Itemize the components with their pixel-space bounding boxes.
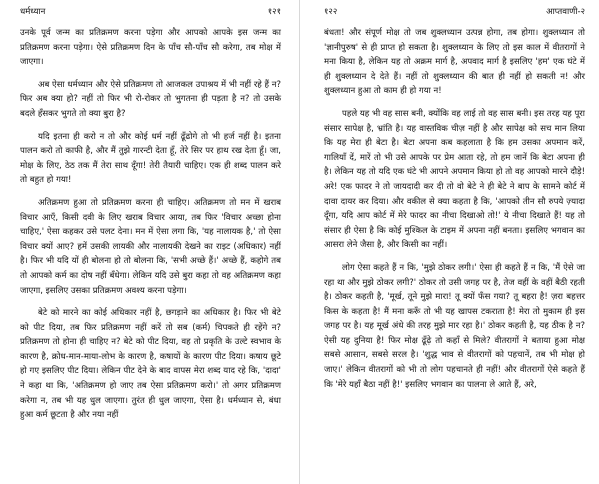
paragraph: बंधता! और संपूर्ण मोक्ष तो जब शुक्लध्यान उत्पन्न होगा, तब होगा। शुक्लध्यान तो 'ज्ञानीपुरुष' से ही प्राप्त हो सकता है। शुक्लध्यान के लिए तो इस काल में वीतरागों ने मना किया है, लेकिन यह तो अक्रम मार्ग है, अपवाद मार्ग है इसलिए 'हम' एक घंटे में ही शुक्लध्यान दे देते हैं। नहीं तो शुक्लध्यान की बात ही नहीं हो सकती न! और शुक्लध्यान हुआ तो काम ही हो गया न! (324, 28, 585, 97)
left-page-number: १२१ (267, 7, 281, 17)
paragraph: उनके पूर्व जन्म का प्रतिक्रमण करना पड़ेगा और आपको आपके इस जन्म का प्रतिक्रमण करना पड़ेगा। ऐसे प्रतिक्रमण दिन के पाँच सौ-पाँच सौ करेगा, तब मोक्ष में जाएगा। (20, 28, 281, 68)
paragraph: बेटे को मारने का कोई अधिकार नहीं है, छगड़ाने का अधिकार है। फिर भी बेटे को पीट दिया, तब फिर प्रतिक्रमण नहीं करें तो सब (कर्म) चिपकते ही रहेंगे न? प्रतिक्रमण तो होना ही चाहिए न? बेटे को पीट दिया, वह तो प्रकृति के उल्टे स्वभाव के कारण है, क्रोध-मान-माया-लोभ के कारण है, कषायों के कारण पीट दिया। कषाय छूटे हो गए इसलिए पीट दिया। लेकिन पीट देने के बाद वापस मेरा शब्द याद रहे कि, 'दादा' ने कहा था कि, 'अतिक्रमण हो जाए तब ऐसा प्रतिक्रमण करो।' तो अगर प्रतिक्रमण करेगा न, तब भी यह धुल जाएगा। तुरंत ही धुल जाएगा, ऐसा है। धर्मध्यान से, बंधा हुआ कर्म छूटता है और नया नहीं (20, 308, 281, 421)
left-header-title: धर्मध्यान (20, 7, 46, 17)
right-page (300, 0, 599, 484)
right-page-header (324, 6, 585, 20)
paragraph: अब ऐसा धर्मध्यान और ऐसे प्रतिक्रमण तो आजकल उपाश्रय में भी नहीं रहे हैं न? फिर अब क्या हो? नहीं तो फिर भी रो-रोकर तो भुगतना ही पड़ता है न? तो उसके बदले हँसकर भुगते तो क्या बुरा है? (20, 79, 281, 119)
paragraph: यदि इतना ही करो न तो और कोई धर्म नहीं ढूँढोगे तो भी हर्ज नहीं है। इतना पालन करो तो काफी है, और मैं तुझे गारन्टी देता हूँ, तेरे सिर पर हाथ रख देता हूँ। जा, मोक्ष के लिए, ठेठ तक मैं तेरा साथ दूँगा! तेरी तैयारी चाहिए। एक ही शब्द पालन करे तो बहुत हो गया! (20, 131, 281, 186)
left-page (0, 0, 299, 484)
right-header-title: आप्तवाणी-२ (546, 7, 585, 17)
right-page-number: १२२ (324, 7, 338, 17)
paragraph: अतिक्रमण हुआ तो प्रतिक्रमण करना ही चाहिए। अतिक्रमण तो मन में खराब विचार आएँ, किसी दवी के लिए खराब विचार आया, तब फिर 'विचार अच्छा होना चाहिए,' ऐसा कहकर उसे पलट देना। मन में ऐसा लगा कि, 'यह नालायक है,' तो ऐसा विचार क्यों आए? हमें उसकी लायकी और नालायकी देखने का राइट (अधिकार) नहीं है। फिर भी यदि यों ही बोलना हो तो बोलना कि, 'सभी अच्छे हैं।' अच्छे हैं, कहोगे तब तो आपको कर्म का दोष नहीं बँधेगा। लेकिन यदि उसे बुरा कहा तो वह अतिक्रमण कहा जाएगा, इसलिए उसका प्रतिक्रमण अवश्य करना पड़ेगा। (20, 197, 281, 296)
paragraph: लोग ऐसा कहते हैं न कि, 'मुझे ठोकर लगी।' ऐसा ही कहते हैं न कि, 'मैं ऐसे जा रहा था और मुझे ठोकर लगी?' ठोकर तो उसी जगह पर है, तेज वहीं के वहीं बैठी रहती है। ठोकर कहती है, 'मूर्ख, तूने मुझे मारा! तू क्यों फँस गया? तू बहरा है! ज़रा बहत्तर किस के कहता है! मैं मना करूँ तो भी यह खापस टकराता है! मेरा तो मुकाम ही इस जगह पर है। यह मूर्ख अंधे की तरह मुझे मार रहा है।' ठोकर कहती है, यह ठीक है न? ऐसी यह दुनिया है! फिर मोक्ष ढूँढ़े तो कहाँ से मिले? वीतरागों ने बताया हुआ मोक्ष सबसे आसान, सबसे सरल है। 'शुद्ध भाव से वीतरागों को पहचानें, तब भी मोक्ष हो जाए।' लेकिन वीतरागों को भी तो लोग पहचानते ही नहीं! और वीतरागों ऐसे कहते हैं कि 'मेरे यहाँ बैठा नहीं है!' इसलिए भगवान का पालना ले आते हैं, अरे, (324, 262, 585, 390)
paragraph: पहले यह भी वह सास बनी, क्योंकि वह लाई तो वह सास बनी। इस तरह यह पूरा संसार सापेक्ष है, भ्रांति है। यह वास्तविक चीज़ नहीं है और सापेक्ष को सच मान लिया कि यह मेरा ही बेटा है। बेटा अपना कब कहलाता है कि हम उसका अपमान करें, गालियाँ दें, मारें तो भी उसे आपके पर प्रेम आता रहे, तो हम जानें कि बेटा अपना ही है। लेकिन यह तो यदि एक घंटे भी आपने अपमान किया हो तो वह आपको मारने दौड़े! अरे! एक फादर ने तो जायदादी कर दी तो वो बेटे ने ही बेटे ने बाप के सामने कोर्ट में दावा दायर कर दिया। और वकील से क्या कहता है कि, 'आपको तीन सौ रुपये ज़्यादा दूँगा, यदि आप कोर्ट में मेरे फादर का नीचा दिखाओ तो!' ये नीचा दिखाते हैं! यह तो संसार ही ऐसा है कि कोई मुश्किल के टाइम में अपना नहीं बनता। इसलिए भगवान का आसरा लेने जैसा है, और किसी का नहीं। (324, 108, 585, 251)
left-page-header (20, 6, 281, 20)
